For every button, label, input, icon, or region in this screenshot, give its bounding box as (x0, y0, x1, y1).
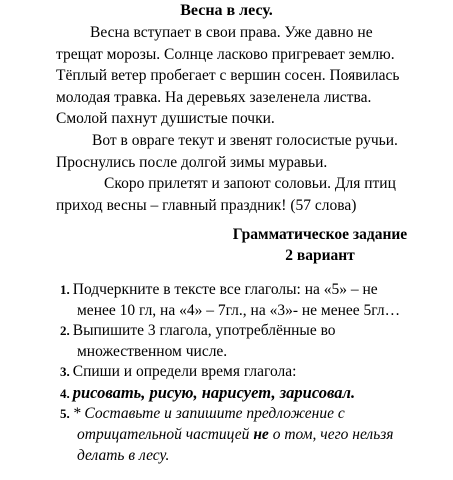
task-text: менее 10 гл, на «4» – 7гл., на «3»- не менее 5гл… (77, 302, 401, 319)
task-1 (60, 279, 445, 321)
text-line: Тёплый ветер пробегает с вершин сосен. Появилась (56, 67, 400, 85)
task-text: Спиши и определи время глагола: (72, 363, 297, 380)
task-number: 5. (60, 406, 70, 421)
text-line: Скоро прилетят и запоют соловьи. Для птиц (104, 175, 396, 192)
task-text: Подчеркните в тексте все глаголы: на «5» – не (72, 281, 378, 298)
task-text: о том, чего нельзя (272, 426, 394, 443)
task-number: 2. (60, 323, 70, 338)
text-line: приход весны – главный праздник! (57 слова) (56, 196, 357, 214)
grammar-variant: 2 вариант (285, 247, 355, 264)
task-3 (60, 361, 445, 382)
text-line: Смолой пахнут душистые почки. (56, 110, 275, 128)
task-text: * Составьте и запишите предложение с (72, 405, 345, 422)
paragraph-1 (56, 22, 418, 130)
text-line: молодая травка. На деревьях зазеленела листва. (56, 88, 372, 106)
task-4 (60, 382, 445, 404)
text-line: трещат морозы. Солнце ласково пригревает землю. (56, 45, 395, 63)
task-text: отрицательной частицей (77, 426, 250, 443)
task-number: 4. (60, 386, 70, 401)
task-number: 3. (60, 364, 70, 379)
text-line: Вот в овраге текут и звенят голосистые ручьи. (92, 132, 398, 149)
document-title: Весна в лесу. (180, 2, 273, 19)
verb-list: рисовать, рисую, нарисует, зарисовал. (72, 383, 356, 402)
task-2 (60, 320, 445, 362)
paragraph-2 (56, 130, 418, 173)
task-5 (60, 403, 445, 466)
paragraph-3 (56, 173, 418, 216)
grammar-title: Грамматическое задание (232, 226, 408, 243)
particle-ne: не (253, 426, 269, 443)
task-text: Выпишите 3 глагола, употреблённые во (72, 322, 336, 339)
grammar-heading (200, 224, 440, 266)
task-text: делать в лесу. (77, 447, 170, 464)
task-text: множественном числе. (77, 343, 228, 360)
task-number: 1. (60, 282, 70, 297)
text-line: Проснулись после долгой зимы муравьи. (56, 153, 328, 171)
text-line: Весна вступает в свои права. Уже давно не (90, 24, 373, 41)
